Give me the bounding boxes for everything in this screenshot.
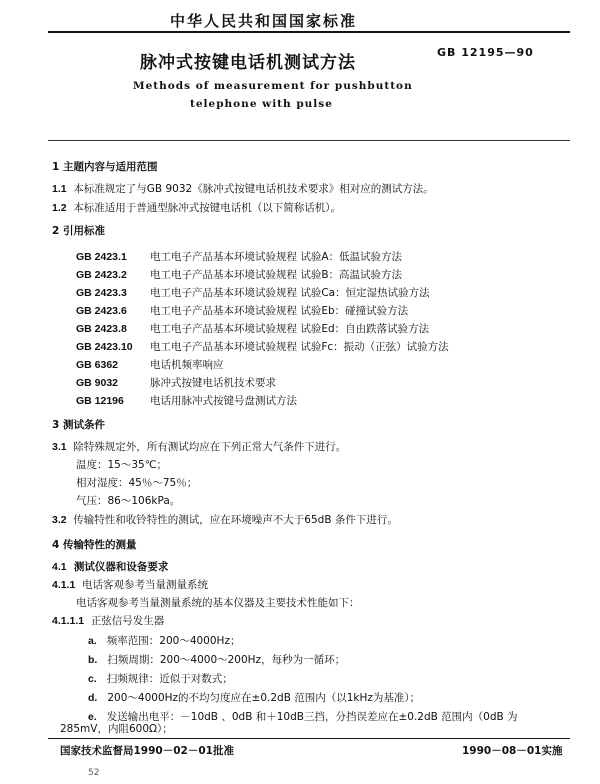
reference-code: GB 2423.8 xyxy=(76,323,127,335)
clause-number: 4.1.1 xyxy=(52,579,76,591)
spec-text: 200～4000Hz的不均匀度应在±0.2dB 范围内（以1kHz为基准）； xyxy=(107,692,421,704)
reference-title: 电工电子产品基本环境试验规程 试验A：低温试验方法 xyxy=(150,251,403,263)
clause-text: 本标准适用于普通型脉冲式按键电话机（以下简称话机）。 xyxy=(73,202,342,214)
spec-label: e. xyxy=(88,711,97,723)
reference-title: 电工电子产品基本环境试验规程 试验B：高温试验方法 xyxy=(150,269,403,281)
reference-code: GB 9032 xyxy=(76,377,119,389)
reference-row xyxy=(76,340,449,354)
reference-row xyxy=(76,358,224,372)
reference-title: 脉冲式按键电话机技术要求 xyxy=(150,377,276,389)
reference-row xyxy=(76,376,276,390)
reference-row xyxy=(76,286,430,300)
condition-temperature: 温度：15～35℃； xyxy=(76,459,168,471)
reference-code: GB 2423.6 xyxy=(76,305,127,317)
approval-date: 国家技术监督局1990－02－01批准 xyxy=(60,745,234,757)
spec-item-e-continuation: 285mV，内阻600Ω）； xyxy=(60,723,173,735)
english-title-line2: telephone with pulse xyxy=(190,98,333,110)
clause-text: 除特殊规定外，所有测试均应在下列正常大气条件下进行。 xyxy=(73,441,347,453)
reference-row xyxy=(76,322,429,336)
reference-code: GB 2423.10 xyxy=(76,341,133,353)
clause-number: 4.1 xyxy=(52,561,67,573)
reference-code: GB 2423.3 xyxy=(76,287,127,299)
reference-code: GB 2423.1 xyxy=(76,251,127,263)
clause-number: 4.1.1.1 xyxy=(52,615,85,627)
standard-code: GB 12195—90 xyxy=(437,46,534,59)
clause-number: 1.1 xyxy=(52,183,67,195)
clause-text: 传输特性和收铃特性的测试，应在环境噪声不大于65dB 条件下进行。 xyxy=(73,514,398,526)
english-title-line1: Methods of measurement for pushbutton xyxy=(133,80,413,92)
reference-row xyxy=(76,394,297,408)
clause-number: 3.1 xyxy=(52,441,67,453)
clause-text: 正弦信号发生器 xyxy=(90,615,165,627)
spec-label: d. xyxy=(88,692,98,704)
spec-item-b xyxy=(88,653,345,667)
standard-org-header: 中华人民共和国国家标准 xyxy=(170,12,358,30)
section-3-heading: 3 测试条件 xyxy=(52,419,105,431)
reference-code: GB 12196 xyxy=(76,395,124,407)
title-rule xyxy=(48,140,570,141)
spec-text: 频率范围：200～4000Hz； xyxy=(106,635,241,647)
reference-title: 电工电子产品基本环境试验规程 试验Eb：碰撞试验方法 xyxy=(150,305,409,317)
clause-4-1-1 xyxy=(52,578,208,592)
clause-text: 测试仪器和设备要求 xyxy=(73,561,169,573)
reference-title: 电工电子产品基本环境试验规程 试验Fc：振动（正弦）试验方法 xyxy=(150,341,449,353)
spec-text: 扫频规律：近似于对数式； xyxy=(106,673,233,685)
spec-item-d xyxy=(88,691,420,705)
clause-text: 本标准规定了与GB 9032《脉冲式按键电话机技术要求》相对应的测试方法。 xyxy=(73,183,434,195)
reference-row xyxy=(76,268,402,282)
clause-4-1-1-description: 电话客观参考当量测量系统的基本仪器及主要技术性能如下： xyxy=(76,597,360,609)
document-title: 脉冲式按键电话机测试方法 xyxy=(140,53,356,73)
implementation-date: 1990－08－01实施 xyxy=(462,745,563,757)
clause-1-1 xyxy=(52,182,434,196)
clause-3-2 xyxy=(52,513,398,527)
spec-label: a. xyxy=(88,635,97,647)
reference-code: GB 6362 xyxy=(76,359,119,371)
clause-number: 1.2 xyxy=(52,202,67,214)
reference-row xyxy=(76,304,408,318)
footer-rule xyxy=(48,738,570,739)
spec-item-c xyxy=(88,672,233,686)
condition-pressure: 气压：86～106kPa。 xyxy=(76,495,181,507)
reference-row xyxy=(76,250,402,264)
clause-number: 3.2 xyxy=(52,514,67,526)
header-rule xyxy=(48,31,570,33)
page-number: 52 xyxy=(88,768,100,778)
clause-1-2 xyxy=(52,201,341,215)
spec-label: b. xyxy=(88,654,98,666)
reference-title: 电话机频率响应 xyxy=(150,359,224,371)
spec-item-a xyxy=(88,634,240,648)
section-2-heading: 2 引用标准 xyxy=(52,225,105,237)
clause-text: 电话客观参考当量测量系统 xyxy=(82,579,209,591)
section-4-heading: 4 传输特性的测量 xyxy=(52,539,137,551)
clause-3-1 xyxy=(52,440,346,454)
condition-humidity: 相对湿度：45％～75％； xyxy=(76,477,198,489)
spec-text: 发送输出电平：－10dB 、0dB 和＋10dB三挡，分挡误差应在±0.2dB 范围内（0dB 为 xyxy=(106,711,518,723)
reference-title: 电工电子产品基本环境试验规程 试验Ed：自由跌落试验方法 xyxy=(150,323,430,335)
clause-4-1-1-1 xyxy=(52,614,164,628)
section-1-heading: 1 主题内容与适用范围 xyxy=(52,161,158,173)
spec-label: c. xyxy=(88,673,97,685)
reference-title: 电话用脉冲式按键号盘测试方法 xyxy=(150,395,297,407)
clause-4-1 xyxy=(52,560,168,574)
reference-title: 电工电子产品基本环境试验规程 试验Ca：恒定湿热试验方法 xyxy=(150,287,430,299)
reference-code: GB 2423.2 xyxy=(76,269,127,281)
spec-text: 扫频周期：200～4000～200Hz，每秒为一循环； xyxy=(107,654,346,666)
